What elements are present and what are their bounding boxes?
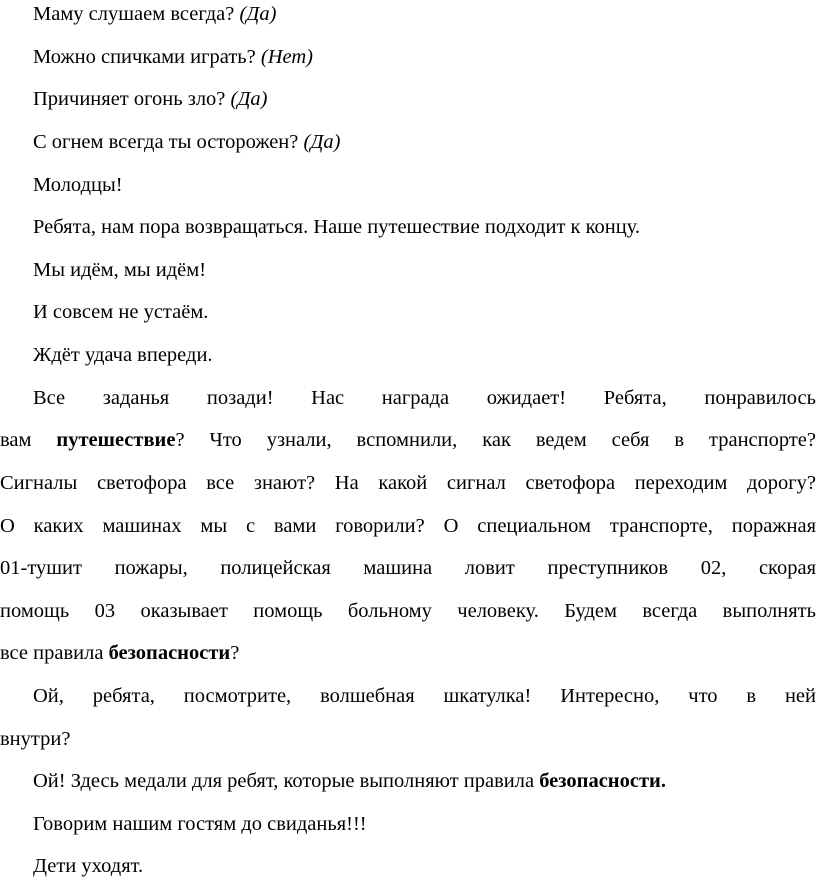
verse-line-1: Мы идём, мы идём! — [33, 259, 207, 281]
return-paragraph: Ребята, нам пора возвращаться. Наше путешествие подходит к концу. — [33, 216, 641, 238]
box-line-1: Ой, ребята, посмотрите, волшебная шкатулка! Интересно, что в ней — [33, 685, 816, 707]
praise-paragraph: Молодцы! — [33, 174, 123, 196]
medals-paragraph: Ой! Здесь медали для ребят, которые выполняют правила безопасности. — [33, 770, 666, 792]
question-text: Причиняет огонь зло? — [33, 88, 231, 110]
summary-line-4: О каких машинах мы с вами говорили? О специальном транспорте, поражная — [0, 515, 816, 537]
verse-line-2: И совсем не устаём. — [33, 301, 209, 323]
dialogue-line-3 — [33, 87, 816, 111]
summary-line-7: все правила безопасности? — [0, 642, 240, 664]
dialogue-line-1 — [33, 2, 816, 26]
answer-text: (Да) — [303, 131, 341, 153]
answer-text: (Да) — [239, 3, 277, 25]
keyword-safety: безопасности — [108, 642, 231, 664]
keyword-safety-final: безопасности. — [539, 770, 666, 792]
dialogue-line-4 — [33, 130, 816, 154]
summary-line-3: Сигналы светофора все знают? На какой сигнал светофора переходим дорогу? — [0, 472, 816, 494]
box-line-2: внутри? — [0, 728, 71, 750]
answer-text: (Да) — [230, 88, 268, 110]
summary-line-6: помощь 03 оказывает помощь больному человеку. Будем всегда выполнять — [0, 600, 816, 622]
goodbye-paragraph: Говорим нашим гостям до свиданья!!! — [33, 813, 367, 835]
question-text: Маму слушаем всегда? — [33, 3, 240, 25]
summary-line-5: 01-тушит пожары, полицейская машина ловит преступников 02, скорая — [0, 557, 816, 579]
summary-line-1: Все заданья позади! Нас награда ожидает! Ребята, понравилось — [33, 387, 816, 409]
answer-text: (Нет) — [260, 46, 313, 68]
question-text: Можно спичками играть? — [33, 46, 261, 68]
summary-line-2: вам путешествие? Что узнали, вспомнили, как ведем себя в транспорте? — [0, 429, 816, 451]
keyword-journey: путешествие — [56, 429, 176, 451]
verse-line-3: Ждёт удача впереди. — [33, 344, 213, 366]
leave-paragraph: Дети уходят. — [33, 855, 144, 877]
question-text: С огнем всегда ты осторожен? — [33, 131, 304, 153]
dialogue-line-2 — [33, 45, 816, 69]
